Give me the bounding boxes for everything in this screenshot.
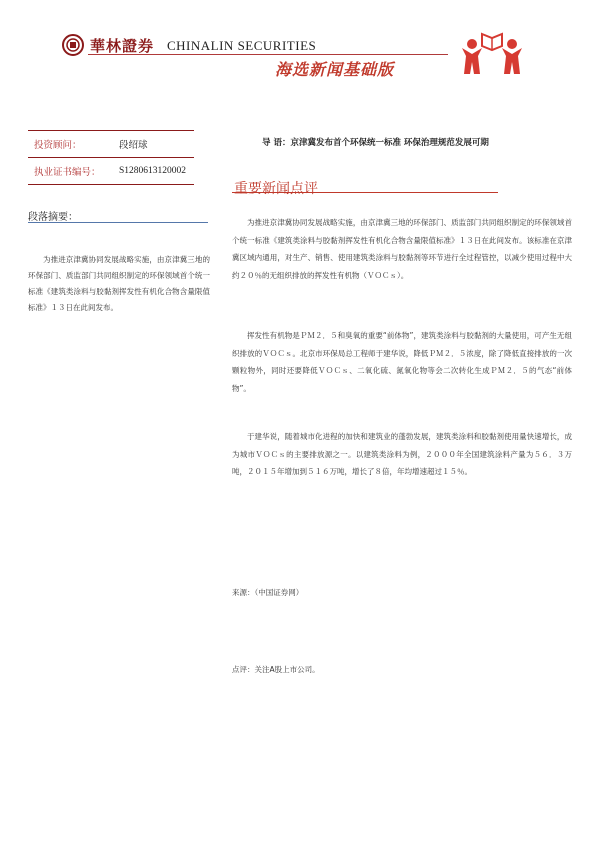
license-row (28, 158, 194, 185)
summary-text: 为推进京津冀协同发展战略实施，由京津冀三地的环保部门、质监部门共同组织制定的环保领域首个统一标准《建筑类涂料与胶黏剂挥发性有机化合物含量限值标准》１３日在此间发布。 (28, 255, 210, 312)
summary-heading: 段落摘要： (28, 212, 78, 223)
news-paragraph-1: 为推进京津冀协同发展战略实施，由京津冀三地的环保部门、质监部门共同组织制定的环保领域首个统一标准《建筑类涂料与胶黏剂挥发性有机化合物含量限值标准》１３日在此间发布。该标准在京津冀区域内通用，对生产、销售、使用建筑类涂料与胶黏剂等环节进行全过程管控，以减少使用过程中大约２０％的无组织排放的挥发性有机物（ＶＯＣｓ）。 (232, 218, 572, 280)
comment-line: 点评：关注A股上市公司。 (232, 665, 320, 674)
section-divider (232, 192, 498, 193)
advisor-name: 段绍球 (119, 141, 148, 151)
license-label: 执业证书编号： (34, 167, 101, 178)
reading-figures-icon (458, 26, 526, 78)
advisor-label: 投资顾问： (34, 140, 82, 151)
banner-title: 海选新闻基础版 (275, 60, 395, 79)
advisor-row (28, 130, 194, 158)
news-paragraph-3: 于建华说，随着城市化进程的加快和建筑业的蓬勃发展，建筑类涂料和胶黏剂使用量快速增长，成为城市ＶＯＣｓ的主要排放源之一。以建筑类涂料为例，２０００年全国建筑涂料产量为５６．３万吨，２０１５年增加到５１６万吨，增长了８倍，年均增速超过１５％。 (232, 432, 572, 476)
summary-divider (28, 222, 208, 223)
lead-headline: 导 语：京津冀发布首个环保统一标准 环保治理规范发展可期 (262, 138, 489, 148)
brand-name-chinese: 華林證券 (90, 37, 155, 55)
source-line: 来源：（中国证券网） (232, 588, 304, 597)
header-divider (88, 54, 448, 55)
seal-logo-icon (62, 34, 84, 56)
advisor-info-box (28, 130, 194, 185)
brand-name-english: CHINALIN SECURITIES (167, 38, 317, 53)
section-title: 重要新闻点评 (234, 181, 318, 197)
news-paragraph-2: 挥发性有机物是ＰＭ２．５和臭氧的重要“前体物”，建筑类涂料与胶黏剂的大量使用，可产生无组织排放的ＶＯＣｓ。北京市环保局总工程师于建华说，降低ＰＭ２．５浓度，除了降低直接排放的一次颗粒物外，同时还要降低ＶＯＣｓ、二氧化硫、氮氧化物等会二次转化生成ＰＭ２．５的气态“前体物”。 (232, 331, 572, 393)
license-number: S1280613120002 (119, 166, 187, 176)
